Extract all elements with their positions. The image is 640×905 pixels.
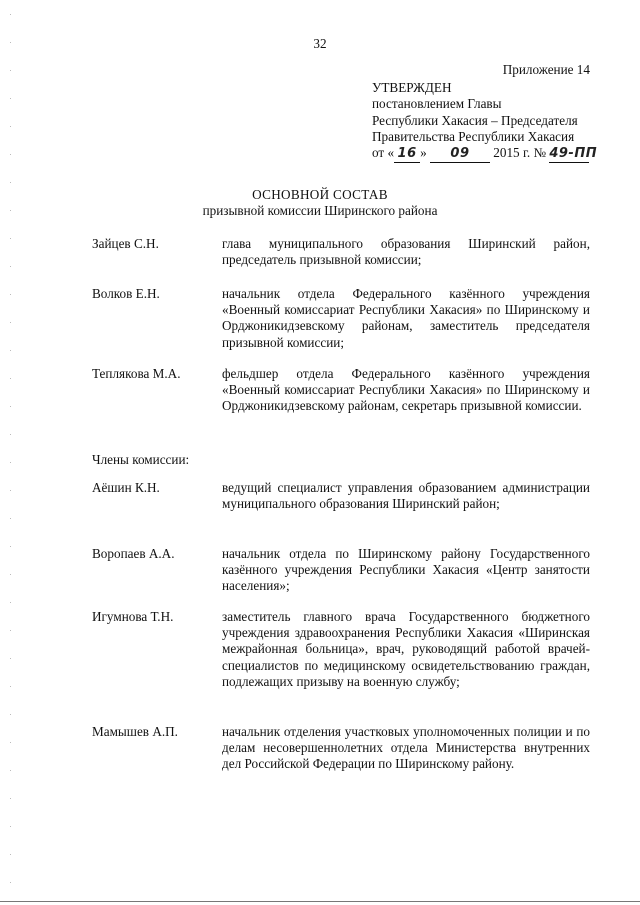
approved-heading: УТВЕРЖДЕН [372, 80, 452, 96]
approval-line-3: Правительства Республики Хакасия [372, 128, 575, 144]
member-role: начальник отделения участковых уполномоченных полиции и по делам несовершеннолетних отдела Министерства внутренних дел Российской Федерации по Ширинскому району. [222, 724, 590, 772]
members-heading: Члены комиссии: [92, 452, 190, 467]
decree-date-line [372, 145, 598, 163]
approval-line-1: постановлением Главы [372, 96, 502, 112]
member-role: ведущий специалист управления образованием администрации муниципального образования Ширинский район; [222, 480, 590, 512]
page-number: 32 [313, 36, 327, 51]
member-name: Воропаев А.А. [92, 546, 175, 561]
member-role: заместитель главного врача Государственного бюджетного учреждения здравоохранения Республики Хакасия «Ширинская межрайонная больница», врач, руководящий работой врачей-специалистов по медицинскому освидетельствованию граждан, подлежащих призыву на военную службу; [222, 609, 590, 689]
date-prefix: от « [372, 145, 395, 161]
date-mid: » [420, 145, 427, 161]
approval-line-2: Республики Хакасия – Председателя [372, 112, 578, 128]
scan-bottom-edge [0, 901, 640, 902]
member-name: Теплякова М.А. [92, 366, 181, 381]
handwritten-day: 16 [394, 146, 420, 163]
handwritten-month: 09 [430, 146, 490, 163]
approval-block [372, 62, 598, 163]
handwritten-number: 49-ПП [549, 146, 589, 163]
member-name: Игумнова Т.Н. [92, 609, 174, 624]
member-role: начальник отдела Федерального казённого учреждения «Военный комиссариат Республики Хакасия» по Ширинскому и Орджоникидзевскому районам, заместитель председателя призывной комиссии; [222, 286, 590, 350]
left-margin-scan-marks [10, 0, 11, 905]
appendix-label: Приложение 14 [502, 62, 590, 77]
title-line-1: ОСНОВНОЙ СОСТАВ [252, 187, 388, 202]
member-name: Аёшин К.Н. [92, 480, 160, 495]
date-year: 2015 г. № [493, 145, 547, 161]
member-role: глава муниципального образования Ширинский район, председатель призывной комиссии; [222, 236, 590, 268]
member-role: начальник отдела по Ширинскому району Государственного казённого учреждения Республики Хакасия «Центр занятости населения»; [222, 546, 590, 594]
member-name: Волков Е.Н. [92, 286, 160, 301]
member-name: Мамышев А.П. [92, 724, 178, 739]
member-name: Зайцев С.Н. [92, 236, 159, 251]
member-role: фельдшер отдела Федерального казённого учреждения «Военный комиссариат Республики Хакасия» по Ширинскому и Орджоникидзевскому районам, секретарь призывной комиссии. [222, 366, 590, 414]
document-title [0, 187, 640, 219]
title-line-2: призывной комиссии Ширинского района [202, 203, 438, 219]
